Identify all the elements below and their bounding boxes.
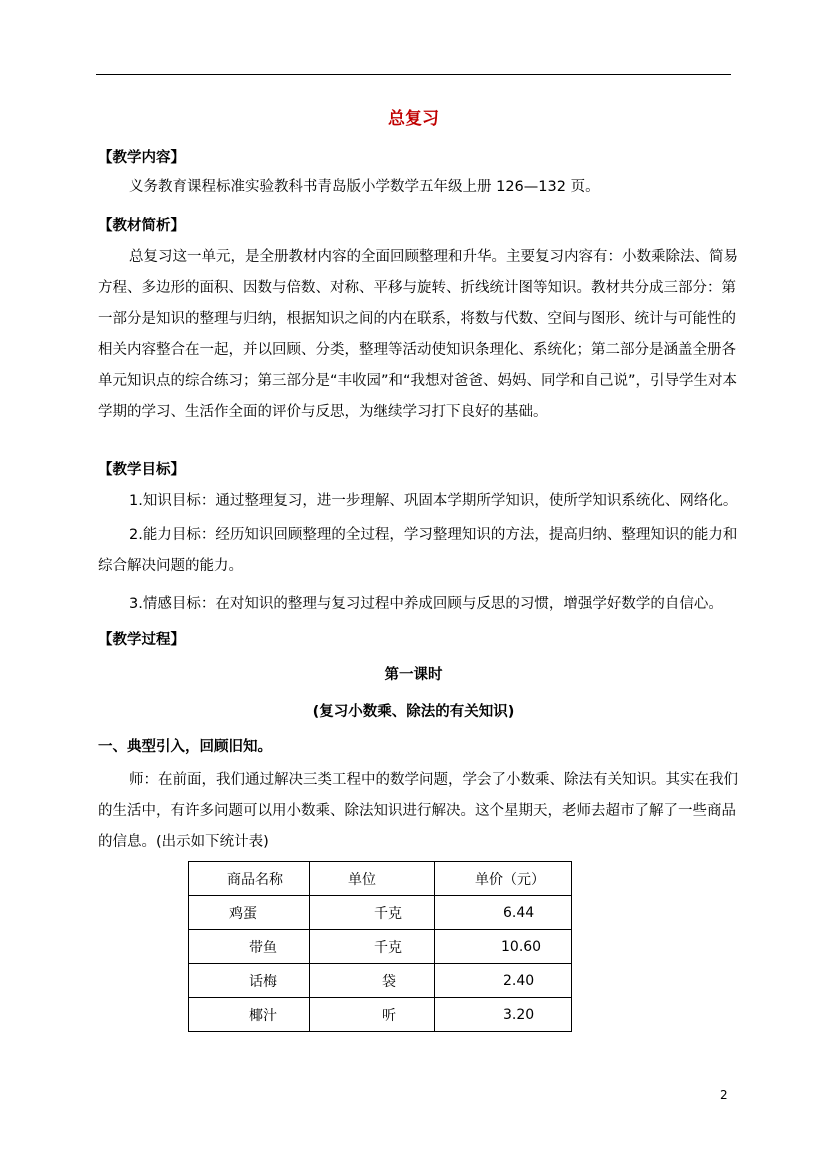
material-analysis-text: 总复习这一单元，是全册教材内容的全面回顾整理和升华。主要复习内容有：小数乘除法、简易方程、多边形的面积、因数与倍数、对称、平移与旋转、折线统计图等知识。教材共分成三部分：第一部分是知识的整理与归纳，根据知识之间的内在联系，将数与代数、空间与图形、统计与可能性的相关内容整合在一起，并以回顾、分类，整理等活动使知识条理化、系统化；第二部分是涵盖全册各单元知识点的综合练习；第三部分是“丰收园”和“我想对爸爸、妈妈、同学和自己说”，引导学生对本学期的学习、生活作全面的评价与反思，为继续学习打下良好的基础。 bbox=[98, 249, 738, 420]
heading-teaching-content: 【教学内容】 bbox=[98, 150, 185, 166]
heading-teaching-goals: 【教学目标】 bbox=[98, 462, 185, 478]
page-number: 2 bbox=[720, 1088, 728, 1102]
table-cell: 听 bbox=[310, 998, 435, 1032]
heading-teaching-process: 【教学过程】 bbox=[98, 632, 185, 648]
table-cell: 椰汁 bbox=[189, 998, 310, 1032]
teaching-content-text: 义务教育课程标准实验教科书青岛版小学数学五年级上册 126—132 页。 bbox=[129, 179, 600, 195]
table-cell: 千克 bbox=[310, 930, 435, 964]
table-row bbox=[189, 964, 572, 998]
document-title: 总复习 bbox=[388, 109, 439, 129]
table-cell: 千克 bbox=[310, 896, 435, 930]
table-cell: 话梅 bbox=[189, 964, 310, 998]
table-cell: 10.60 bbox=[435, 930, 572, 964]
table-header-cell: 单位 bbox=[310, 862, 435, 896]
goods-price-table bbox=[188, 861, 572, 1032]
goal-emotion: 3.情感目标：在对知识的整理与复习过程中养成回顾与反思的习惯，增强学好数学的自信心。 bbox=[129, 596, 723, 612]
table-cell: 3.20 bbox=[435, 998, 572, 1032]
table-row bbox=[189, 998, 572, 1032]
table-header-row bbox=[189, 862, 572, 896]
step1-heading: 一、典型引入，回顾旧知。 bbox=[98, 739, 272, 755]
goal-knowledge: 1.知识目标：通过整理复习，进一步理解、巩固本学期所学知识，使所学知识系统化、网络化。 bbox=[129, 493, 738, 509]
lesson-title: 第一课时 bbox=[384, 667, 443, 683]
goal-ability: 2.能力目标：经历知识回顾整理的全过程，学习整理知识的方法，提高归纳、整理知识的能力和综合解决问题的能力。 bbox=[98, 527, 738, 574]
table-header-cell: 单价（元） bbox=[435, 862, 572, 896]
step1-text: 师：在前面，我们通过解决三类工程中的数学问题，学会了小数乘、除法有关知识。其实在我们的生活中，有许多问题可以用小数乘、除法知识进行解决。这个星期天，老师去超市了解了一些商品的信息。(出示如下统计表) bbox=[98, 772, 738, 850]
header-rule bbox=[96, 74, 731, 75]
table-cell: 带鱼 bbox=[189, 930, 310, 964]
table-cell: 2.40 bbox=[435, 964, 572, 998]
table-cell: 鸡蛋 bbox=[189, 896, 310, 930]
table-row bbox=[189, 896, 572, 930]
table-header-cell: 商品名称 bbox=[189, 862, 310, 896]
lesson-subtitle: (复习小数乘、除法的有关知识) bbox=[312, 704, 515, 720]
table-row bbox=[189, 930, 572, 964]
heading-material-analysis: 【教材简析】 bbox=[98, 218, 185, 234]
table-cell: 6.44 bbox=[435, 896, 572, 930]
table-cell: 袋 bbox=[310, 964, 435, 998]
